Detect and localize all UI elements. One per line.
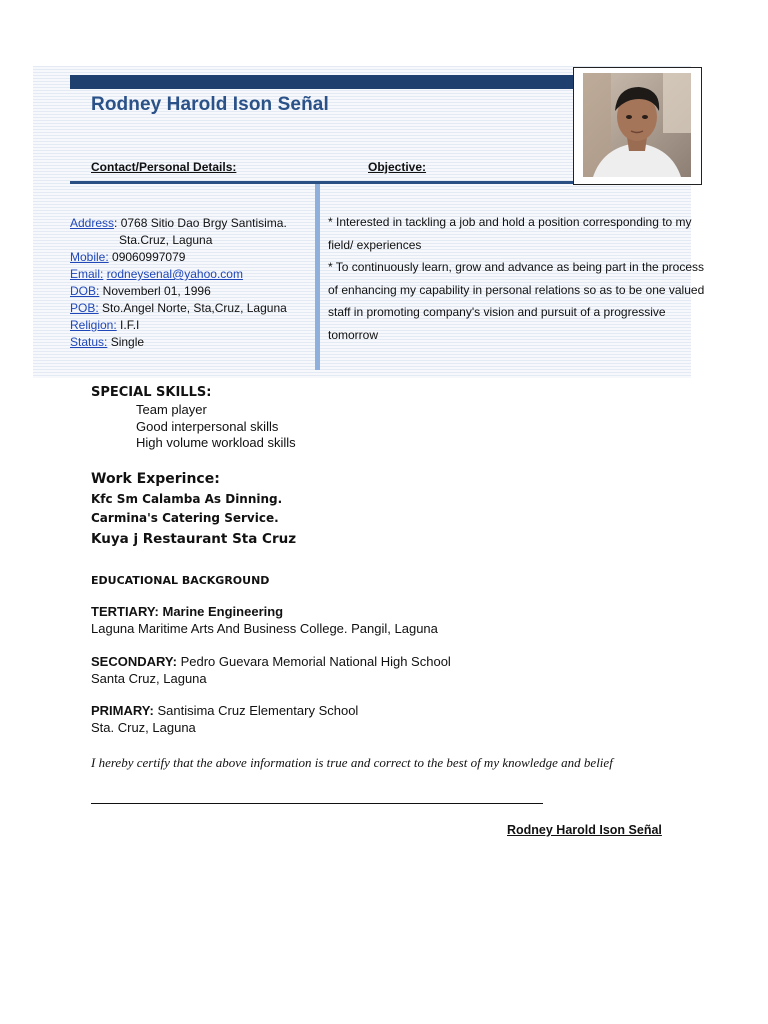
tertiary-school: Laguna Maritime Arts And Business College. Pangil, Laguna xyxy=(91,620,438,636)
mobile-key: Mobile: xyxy=(70,250,109,264)
mobile-row xyxy=(70,249,287,266)
header-top-bar xyxy=(70,75,575,89)
signature-line xyxy=(91,803,543,804)
address-key: Address xyxy=(70,216,115,230)
resume-name-title: Rodney Harold Ison Señal xyxy=(91,94,329,115)
primary-label: PRIMARY: xyxy=(91,703,154,718)
work-item: Carmina's Catering Service. xyxy=(91,511,279,525)
education-heading: EDUCATIONAL BACKGROUND xyxy=(91,574,270,587)
status-key: Status: xyxy=(70,335,108,349)
skill-item: Good interpersonal skills xyxy=(136,418,279,434)
objective-line-1: * Interested in tackling a job and hold a position corresponding to my field/ experiences xyxy=(328,215,692,252)
address-value: : 0768 Sitio Dao Brgy Santisima. xyxy=(114,216,287,230)
contact-details-label: Contact/Personal Details: xyxy=(91,160,237,174)
special-skills-heading: SPECIAL SKILLS: xyxy=(91,385,212,400)
dob-value: Novemberl 01, 1996 xyxy=(99,284,211,298)
skill-item: High volume workload skills xyxy=(136,435,296,450)
contact-details xyxy=(70,215,287,351)
work-experience-heading: Work Experince: xyxy=(91,471,220,487)
objective-text xyxy=(328,211,713,346)
skill-item: Team player xyxy=(136,402,207,417)
religion-row xyxy=(70,317,287,334)
work-item: Kuya j Restaurant Sta Cruz xyxy=(91,531,297,547)
email-key: Email: xyxy=(70,267,104,281)
status-row xyxy=(70,334,287,351)
email-link[interactable]: rodneysenal@yahoo.com xyxy=(106,267,243,281)
work-item: Kfc Sm Calamba As Dinning. xyxy=(91,492,283,506)
secondary-block xyxy=(91,654,451,687)
primary-block xyxy=(91,703,358,736)
religion-value: I.F.I xyxy=(116,318,140,332)
secondary-label: SECONDARY: xyxy=(91,654,177,669)
tertiary-label: TERTIARY: Marine Engineering xyxy=(91,604,284,619)
dob-key: DOB: xyxy=(70,284,100,298)
dob-row xyxy=(70,283,287,300)
objective-label: Objective: xyxy=(368,160,427,174)
secondary-school: Pedro Guevara Memorial National High School xyxy=(176,654,451,669)
religion-key: Religion: xyxy=(70,318,117,332)
status-value: Single xyxy=(107,335,145,349)
pob-key: POB: xyxy=(70,301,99,315)
profile-photo-icon xyxy=(583,73,691,177)
signature-name: Rodney Harold Ison Señal xyxy=(507,823,662,837)
email-row xyxy=(70,266,287,283)
primary-school: Santisima Cruz Elementary School xyxy=(153,703,359,718)
certification-statement: I hereby certify that the above information is true and correct to the best of my knowledge and belief xyxy=(91,755,613,770)
mobile-value: 09060997079 xyxy=(108,250,186,264)
profile-photo xyxy=(573,67,702,185)
pob-row xyxy=(70,300,287,317)
tertiary-block xyxy=(91,604,438,637)
skills-list xyxy=(136,402,296,452)
address-line2: Sta.Cruz, Laguna xyxy=(119,233,213,247)
address-row xyxy=(70,215,287,232)
column-divider xyxy=(315,184,320,370)
secondary-place: Santa Cruz, Laguna xyxy=(91,670,207,686)
objective-line-2: * To continuously learn, grow and advance as being part in the process of enhancing my capability in personal relations so as to be one valued staff in promoting company's vision and pursuit of a progressive tomorrow xyxy=(328,260,705,342)
primary-place: Sta. Cruz, Laguna xyxy=(91,719,196,735)
pob-value: Sto.Angel Norte, Sta,Cruz, Laguna xyxy=(98,301,287,315)
